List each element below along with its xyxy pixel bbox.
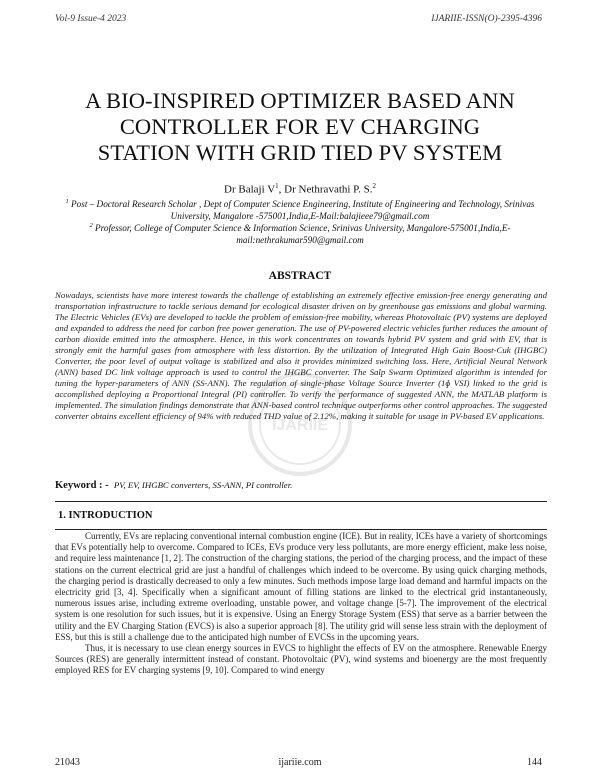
svg-text:IJARIIE: IJARIIE	[271, 417, 329, 434]
authors	[40, 182, 560, 196]
affiliation-1-text: Post – Doctoral Research Scholar , Dept of Computer Science Engineering, Institute of Engineering and Technology, Srinivas University, Mangalore -575001,India,E-Mail:balajieee79@gmail.com	[68, 199, 535, 221]
keywords	[55, 480, 292, 491]
section-divider-top	[55, 501, 547, 502]
journal-volume: Vol-9 Issue-4 2023	[55, 14, 127, 24]
section-divider-bottom	[55, 529, 547, 530]
author-2-sup: 2	[372, 182, 376, 190]
title-line: A BIO-INSPIRED OPTIMIZER BASED ANN	[85, 88, 515, 113]
author-1: Dr Balaji V	[224, 183, 276, 196]
paragraph: Currently, EVs are replacing conventional internal combustion engine (ICE). But in reality, ICEs have a variety of shortcomings that EVs potentially help to overcome. Compared to ICEs, EVs produce very less pollutants, are more energy efficient, make less noise, and require less maintenance [1, 2]. The construction of the charging stations, the period of the charging process, and the impact of these stations on the current electrical grid are just a handful of challenges which indeed to be overcome. By using quick charging methods, the charging period is drastically decreased to only a few minutes. Such methods impose large load demand and harmful impacts on the electricity grid [3, 4]. Specifically when a significant amount of filling stations are linked to the electrical grid instantaneously, numerous issues arise, including extreme overloading, unstable power, and voltage change [5-7]. The improvement of the electrical system is one resolution for such issues, but it is expensive. Using an Energy Storage System (ESS) that serve as a barrier between the utility and the EV Charging Station (EVCS) is also a superior approach [8]. The utility grid will sense less strain with the deployment of ESS, but this is still a challenge due to the anticipated high number of EVCSs in the upcoming years.	[55, 531, 547, 642]
keywords-list: PV, EV, IHGBC converters, SS-ANN, PI controller.	[113, 480, 293, 490]
journal-issn: IJARIIE-ISSN(O)-2395-4396	[431, 14, 542, 24]
section-heading-introduction: 1. INTRODUCTION	[58, 510, 153, 521]
keywords-label: Keyword : -	[55, 480, 109, 491]
paper-title	[40, 88, 560, 166]
title-line: CONTROLLER FOR EV CHARGING	[119, 114, 481, 139]
footer-website: ijariie.com	[278, 757, 322, 768]
introduction-body	[55, 531, 547, 677]
footer-page-number: 144	[527, 757, 542, 768]
abstract-heading: ABSTRACT	[268, 270, 332, 282]
affiliation-1	[48, 196, 552, 222]
author-2: , Dr Nethravathi P. S.	[278, 183, 373, 196]
author-1-sup: 1	[275, 182, 279, 190]
title-line: STATION WITH GRID TIED PV SYSTEM	[97, 140, 503, 165]
paragraph: Thus, it is necessary to use clean energy sources in EVCS to highlight the effects of EV on the atmosphere. Renewable Energy Sources (RES) are generally intermittent instead of constant. Photovoltaic (PV), wind systems and bioenergy are the most frequently employed RES for EV charging systems [9, 10]. Compared to wind energy	[55, 643, 547, 676]
affiliation-2-sup: 2	[89, 222, 93, 229]
abstract-text: Nowadays, scientists have more interest towards the challenge of establishing an extremely effective emission-free energy generating and transportation infrastructure to tackle serious demand for ecological disaster driven on by greenhouse gas emissions and global warming. The Electric Vehicles (EVs) are developed to tackle the problem of emission-free mobility, whereas Photovoltaic (PV) systems are deployed and expanded to address the need for carbon free power generation. The use of PV-powered electric vehicles further reduces the amount of carbon dioxide emitted into the atmosphere. Hence, in this work concentrates on towards hybrid PV system and grid with EV, that is strongly emit the harmful gases from atmosphere with less distortion. By the utilization of Integrated High Gain Boost-Cuk (IHGBC) Converter, the poor level of output voltage is stabilized and also it provides minimized switching loss. Here, Artificial Neural Network (ANN) based DC link voltage approach is used to control the IHGBC converter. The Salp Swarm Optimized algorithm is intended for tuning the hyper-parameters of ANN (SS-ANN). The regulation of single-phase Voltage Source Inverter (1ɸ VSI) linked to the grid is accomplished deploying a Proportional Integral (PI) controller. To verify the performance of suggested ANN, the MATLAB platform is implemented. The simulation findings demonstrate that ANN-based control technique outperforms other control approaches. The suggested converter obtains excellent efficiency of 94% with reduced THD value of 2.12%, making it suitable for usage in PV-based EV applications.	[55, 290, 547, 421]
footer-paper-id: 21043	[55, 757, 80, 768]
affiliation-1-sup: 1	[65, 198, 69, 205]
affiliation-2-text: Professor, College of Computer Science & Information Science, Srinivas University, Mangalore-575001,India,E-mail:nethrakumar590@gmail.com	[92, 223, 511, 245]
affiliation-2	[48, 220, 552, 246]
